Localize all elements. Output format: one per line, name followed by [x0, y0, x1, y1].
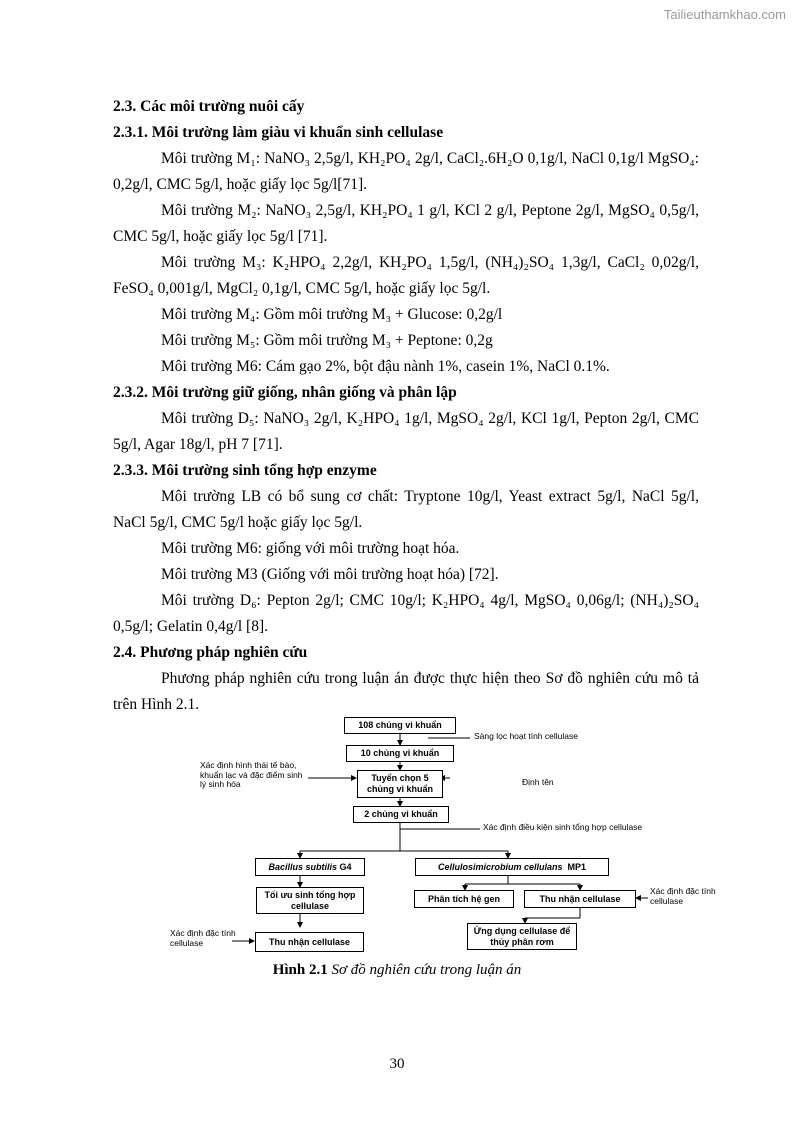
label-morphology: Xác định hình thái tế bào, khuẩn lạc và đặc điểm sinh lý sinh hóa	[200, 760, 303, 789]
label-screen: Sàng lọc hoạt tính cellulase	[474, 731, 578, 741]
label-characterize-left: Xác định đặc tính cellulase	[170, 928, 236, 948]
figure-caption	[0, 962, 794, 979]
box-108-strains: 108 chủng vi khuẩn	[344, 717, 456, 734]
paragraph-m2: Môi trường M₂: NaNO₃ 2,5g/l, KH₂PO₄ 1 g/l, KCl 2 g/l, Peptone 2g/l, MgSO₄ 0,5g/l, CMC 5g/l, hoặc giấy lọc 5g/l [71].	[113, 202, 699, 245]
label-characterize-right: Xác định đặc tính cellulase	[650, 886, 716, 906]
box-select-5: Tuyển chọn 5 chủng vi khuẩn	[357, 770, 443, 798]
label-conditions: Xác định điều kiện sinh tổng hợp cellulase	[483, 822, 643, 832]
paragraph-m6-enzyme: Môi trường M6: giống với môi trường hoạt hóa.	[161, 540, 460, 557]
bacillus-species-name: Bacillus subtilis	[268, 861, 337, 872]
cellulosi-species-name: Cellulosimicrobium cellulans	[437, 861, 563, 872]
page-number: 30	[389, 1056, 405, 1072]
section-2-4-title: 2.4. Phương pháp nghiên cứu	[113, 644, 308, 661]
box-apply: Ứng dụng cellulase để thủy phân rơm	[467, 923, 577, 950]
box-optimize: Tối ưu sinh tổng hợp cellulase	[256, 887, 364, 914]
box-collect-left: Thu nhận cellulase	[255, 932, 364, 952]
box-collect-right: Thu nhận cellulase	[524, 890, 636, 908]
paragraph-m6: Môi trường M6: Cám gạo 2%, bột đậu nành 1%, casein 1%, NaCl 0.1%.	[161, 358, 610, 375]
bacillus-strain: G4	[339, 861, 352, 872]
paragraph-m4: Môi trường M₄: Gồm môi trường M₃ + Glucose: 0,2g/l	[161, 306, 503, 323]
paragraph-m3-enzyme: Môi trường M3 (Giống với môi trường hoạt hóa) [72].	[161, 566, 499, 583]
label-identify: Định tên	[522, 777, 554, 787]
paragraph-m3: Môi trường M₃: K₂HPO₄ 2,2g/l, KH₂PO₄ 1,5g/l, (NH₄)₂SO₄ 1,3g/l, CaCl₂ 0,02g/l, FeSO₄ 0,001g/l, MgCl₂ 0,1g/l, CMC 5g/l, hoặc giấy lọc 5g/l.	[113, 254, 699, 297]
research-flowchart	[170, 714, 730, 959]
paragraph-m5: Môi trường M₅: Gồm môi trường M₃ + Peptone: 0,2g	[161, 332, 493, 349]
paragraph-lb: Môi trường LB có bổ sung cơ chất: Tryptone 10g/l, Yeast extract 5g/l, NaCl 5g/l, NaCl 5g/l, CMC 5g/l hoặc giấy lọc 5g/l.	[113, 488, 699, 531]
section-2-3-title: 2.3. Các môi trường nuôi cấy	[113, 98, 305, 115]
watermark: Tailieuthamkhao.com	[663, 7, 786, 22]
paragraph-d5: Môi trường D₅: NaNO₃ 2g/l, K₂HPO₄ 1g/l, MgSO₄ 2g/l, KCl 1g/l, Pepton 2g/l, CMC 5g/l, Agar 18g/l, pH 7 [71].	[113, 410, 699, 453]
paragraph-method: Phương pháp nghiên cứu trong luận án được thực hiện theo Sơ đồ nghiên cứu mô tả trên Hình 2.1.	[113, 670, 699, 713]
box-10-strains: 10 chủng vi khuẩn	[346, 745, 454, 762]
box-cellulosimicrobium-mp1	[415, 858, 609, 876]
cellulosi-strain: MP1	[567, 861, 587, 872]
section-2-3-3-title: 2.3.3. Môi trường sinh tổng hợp enzyme	[113, 462, 377, 479]
section-2-3-2-title: 2.3.2. Môi trường giữ giống, nhân giống và phân lập	[113, 384, 457, 401]
caption-text: Sơ đồ nghiên cứu trong luận án	[331, 962, 522, 978]
box-2-strains: 2 chủng vi khuẩn	[353, 806, 449, 823]
caption-label: Hình 2.1	[272, 962, 328, 978]
box-bacillus-g4	[255, 858, 365, 876]
paragraph-m1: Môi trường M₁: NaNO₃ 2,5g/l, KH₂PO₄ 2g/l, CaCl₂.6H₂O 0,1g/l, NaCl 0,1g/l MgSO₄: 0,2g/l, CMC 5g/l, hoặc giấy lọc 5g/l[71].	[113, 150, 699, 193]
box-genome: Phân tích hệ gen	[414, 890, 514, 908]
page-body	[113, 94, 699, 718]
paragraph-d6: Môi trường D₆: Pepton 2g/l; CMC 10g/l; K₂HPO₄ 4g/l, MgSO₄ 0,06g/l; (NH₄)₂SO₄ 0,5g/l; Gelatin 0,4g/l [8].	[113, 592, 699, 635]
section-2-3-1-title: 2.3.1. Môi trường làm giàu vi khuẩn sinh cellulase	[113, 124, 444, 141]
